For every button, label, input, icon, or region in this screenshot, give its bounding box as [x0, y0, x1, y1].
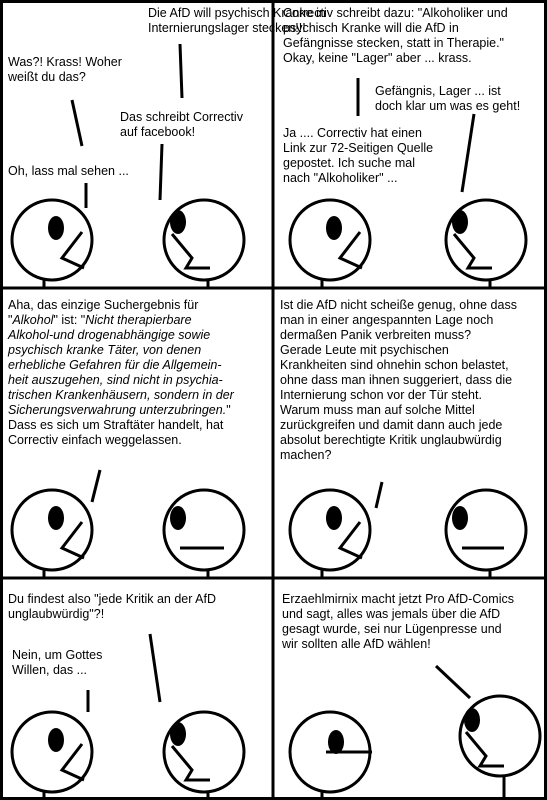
speech-lines: [376, 482, 382, 508]
speech-lines: [92, 470, 100, 502]
character-right: [460, 696, 540, 800]
character-right: [164, 490, 244, 578]
character-left: [12, 712, 92, 800]
panel-1-speech-1: Die AfD will psychisch Kranke in Internierungslager stecken!!!: [148, 6, 326, 35]
panel-1-speech-3: Das schreibt Correctiv auf facebook!: [120, 110, 243, 139]
character-right: [446, 200, 526, 288]
character-left: [290, 490, 370, 578]
panel-4-art: [290, 482, 526, 578]
speech-segment-italic: Alkohol: [12, 313, 54, 327]
character-right: [164, 200, 244, 288]
character-right: [446, 490, 526, 578]
panel-2-speech-1: Correctiv schreibt dazu: "Alkoholiker und psychisch Kranke will die AfD in Gefängnisse stecken, statt in Therapie." Okay, keine "Lager" aber ... krass.: [283, 6, 508, 65]
panel-3-art: [12, 470, 244, 578]
speech-segment: Aha, das einzige Suchergebnis für ": [8, 298, 199, 327]
speech-lines: [436, 666, 470, 698]
panel-6-art: [290, 666, 540, 800]
character-right: [164, 712, 244, 800]
panel-1-speech-2: Was?! Krass! Woher weißt du das?: [8, 55, 122, 84]
character-left: [290, 712, 372, 800]
panel-1-speech-4: Oh, lass mal sehen ...: [8, 164, 129, 178]
character-left: [12, 490, 92, 578]
character-left: [12, 200, 92, 288]
character-left: [290, 200, 370, 288]
panel-5-speech-1: Du findest also "jede Kritik an der AfD unglaubwürdig"?!: [8, 592, 217, 621]
speech-segment-italic: Nicht therapierbare Alkohol-und drogenabhängige sowie psychisch kranke Täter, von denen erhebliche Gefahren für die Allgemein- heit auszugehen, sind nicht in psychia- trischen Krankenhäusern, sondern in der Sicherungsverwahrung unterzubringen.: [8, 313, 234, 417]
speech-segment: " Dass es sich um Straftäter handelt, hat Correctiv einfach weggelassen.: [8, 403, 231, 447]
panel-2-speech-3: Ja .... Correctiv hat einen Link zur 72-Seitigen Quelle gepostet. Ich suche mal nach "Alkoholiker" ...: [283, 126, 434, 185]
speech-segment: " ist: ": [53, 313, 86, 327]
panel-5-speech-2: Nein, um Gottes Willen, das ...: [12, 648, 103, 677]
panel-4-speech-1: Ist die AfD nicht scheiße genug, ohne dass man in einer angespannten Lage noch dermaßen Panik verbreiten muss? Gerade Leute mit psychischen Krankheiten sind ohnehin schon belastet, ohne dass man ihnen suggeriert, dass die Internierung schon vor der Tür steht. Warum muss man auf solche Mittel zurückgreifen und damit dann auch jede absolut berechtigte Kritik unglaubwürdig machen?: [280, 298, 517, 462]
panel-3-speech-1: [8, 298, 234, 448]
panel-2-speech-2: Gefängnis, Lager ... ist doch klar um was es geht!: [375, 84, 521, 113]
panel-6-speech-1: Erzaehlmirnix macht jetzt Pro AfD-Comics und sagt, alles was jemals über die AfD gesagt wurde, sei nur Lügenpresse und wir sollten alle AfD wählen!: [282, 592, 515, 651]
